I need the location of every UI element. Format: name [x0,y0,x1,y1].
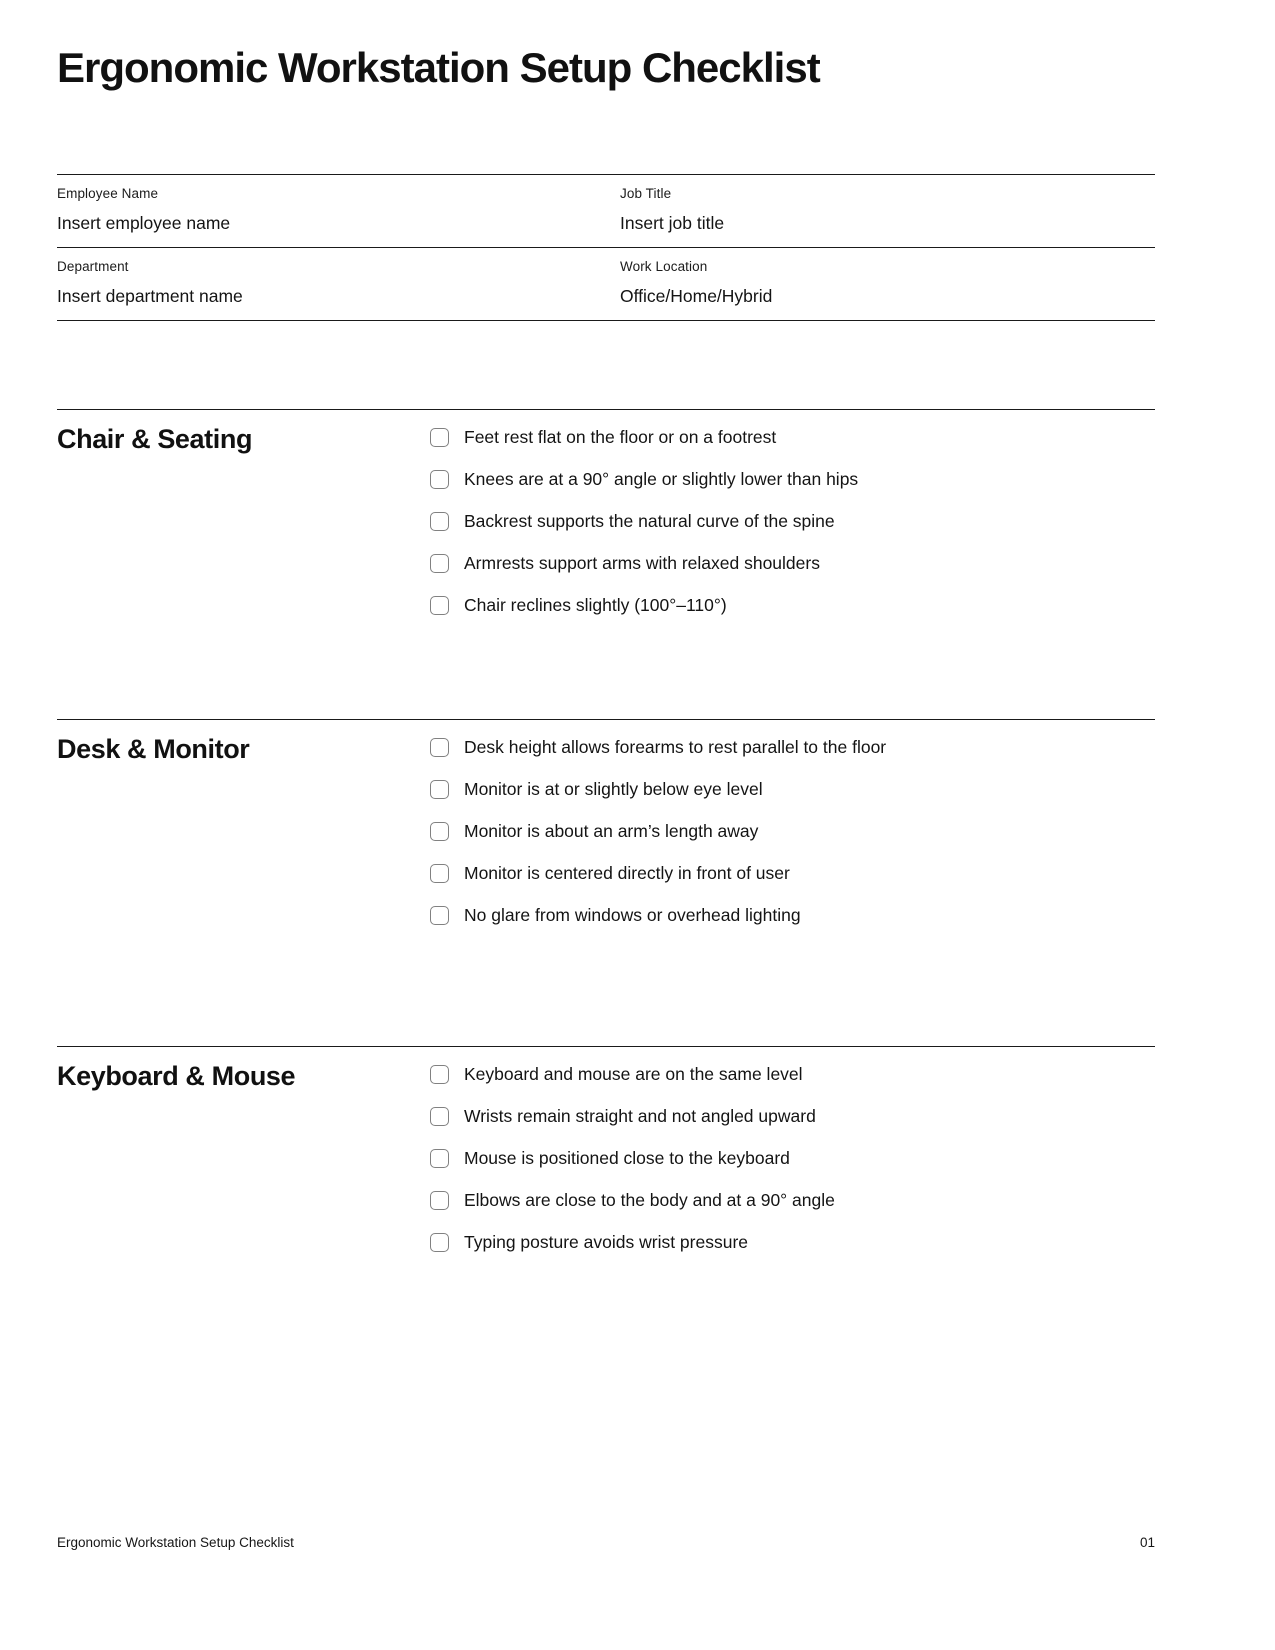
work-location-field [620,248,1155,320]
checklist-item-label: Desk height allows forearms to rest parallel to the floor [464,737,887,758]
checklist-item [430,594,1155,616]
checklist-item-label: Mouse is positioned close to the keyboard [464,1148,790,1169]
checklist-item-label: Armrests support arms with relaxed shoulders [464,553,820,574]
checkbox[interactable] [430,428,449,447]
checklist-item-label: Typing posture avoids wrist pressure [464,1232,749,1253]
checkbox[interactable] [430,1149,449,1168]
department-label: Department [57,259,129,275]
checklist-item-label: Monitor is centered directly in front of user [464,863,790,884]
checkbox[interactable] [430,1107,449,1126]
checklist-item [430,468,1155,490]
checkbox[interactable] [430,596,449,615]
checklist-item [430,510,1155,532]
checklist-item [430,1231,1155,1253]
checklist-item [430,778,1155,800]
checkbox[interactable] [430,470,449,489]
checkbox[interactable] [430,554,449,573]
section-heading-desk-monitor: Desk & Monitor [57,734,250,765]
employee-name-value[interactable]: Insert employee name [57,213,231,234]
job-title-value[interactable]: Insert job title [620,213,725,234]
checklist-item-label: Knees are at a 90° angle or slightly lower than hips [464,469,859,490]
employee-info-form [57,174,1155,321]
employee-name-field [57,175,620,247]
checkbox[interactable] [430,906,449,925]
checkbox[interactable] [430,1191,449,1210]
work-location-value[interactable]: Office/Home/Hybrid [620,286,773,307]
checklist-item-label: Chair reclines slightly (100°–110°) [464,595,727,616]
checklist-item-label: Elbows are close to the body and at a 90° angle [464,1190,835,1211]
footer-page-number: 01 [1139,1535,1155,1550]
keyboard-mouse-items [430,1060,1155,1346]
form-row [57,174,1155,247]
checklist-item-label: Keyboard and mouse are on the same level [464,1064,803,1085]
checkbox[interactable] [430,822,449,841]
checklist-item [430,736,1155,758]
checkbox[interactable] [430,780,449,799]
employee-name-label: Employee Name [57,186,159,202]
checklist-item-label: No glare from windows or overhead lighting [464,905,801,926]
job-title-label: Job Title [620,186,672,202]
section-keyboard-mouse [57,1046,1155,1346]
department-field [57,248,620,320]
section-desk-monitor [57,719,1155,1046]
checklist-item [430,1189,1155,1211]
checklist-item [430,1063,1155,1085]
checkbox[interactable] [430,1065,449,1084]
checkbox[interactable] [430,512,449,531]
department-value[interactable]: Insert department name [57,286,243,307]
footer-document-title: Ergonomic Workstation Setup Checklist [57,1535,294,1550]
form-row [57,247,1155,320]
checklist-item-label: Feet rest flat on the floor or on a footrest [464,427,777,448]
section-chair-seating [57,409,1155,719]
checklist-item [430,1105,1155,1127]
section-heading-chair-seating: Chair & Seating [57,424,253,455]
checklist-item-label: Monitor is at or slightly below eye level [464,779,763,800]
checklist-item [430,862,1155,884]
checklist-item [430,552,1155,574]
checklist-item-label: Wrists remain straight and not angled upward [464,1106,816,1127]
work-location-label: Work Location [620,259,708,275]
checklist-item [430,820,1155,842]
checkbox[interactable] [430,864,449,883]
checklist-item [430,904,1155,926]
desk-monitor-items [430,733,1155,1046]
page-footer [57,1535,1155,1550]
checklist-item [430,426,1155,448]
checklist-item-label: Monitor is about an arm’s length away [464,821,759,842]
section-heading-keyboard-mouse: Keyboard & Mouse [57,1061,296,1092]
chair-seating-items [430,423,1155,719]
checklist-sections [57,409,1155,1346]
checklist-item-label: Backrest supports the natural curve of the spine [464,511,835,532]
job-title-field [620,175,1155,247]
checkbox[interactable] [430,1233,449,1252]
checkbox[interactable] [430,738,449,757]
page-title: Ergonomic Workstation Setup Checklist [57,44,820,91]
checklist-item [430,1147,1155,1169]
